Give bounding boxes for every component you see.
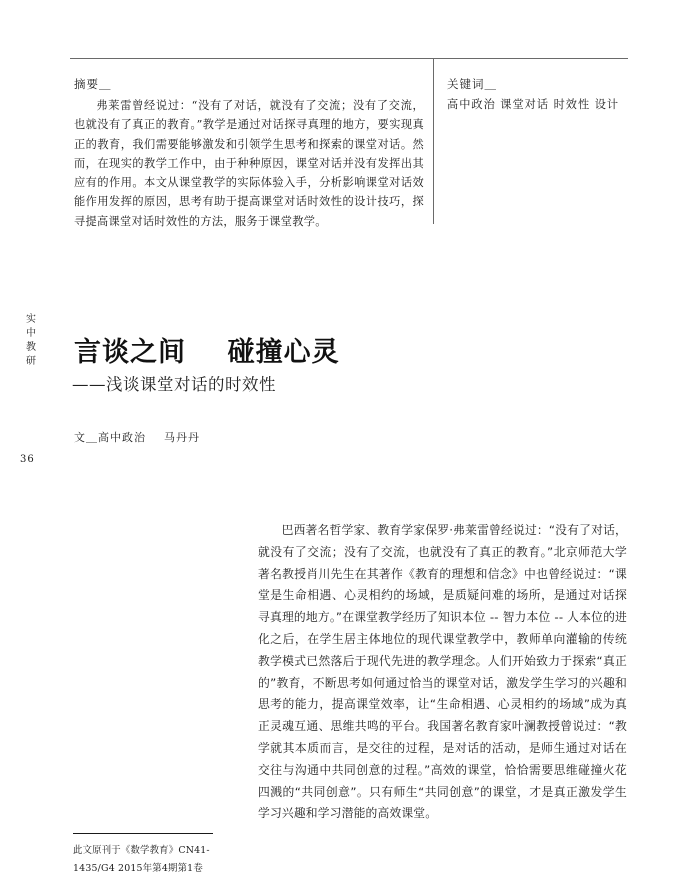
column-divider <box>433 58 434 224</box>
article-subtitle: ——浅谈课堂对话的时效性 <box>72 375 276 394</box>
section-label <box>24 313 38 369</box>
section-label-char: 中 <box>26 328 36 339</box>
abstract-label: 摘要＿ <box>74 77 112 91</box>
page-number: 36 <box>20 454 35 465</box>
author-byline: 文＿高中政治 马丹丹 <box>74 431 200 444</box>
top-rule <box>70 58 628 59</box>
section-label-char: 实 <box>26 314 36 325</box>
section-label-char: 研 <box>26 356 36 367</box>
body-paragraph: 巴西著名哲学家、教育学家保罗·弗莱雷曾经说过：“没有了对话，就没有了交流；没有了交流，也就没有了真正的教育。”北京师范大学著名教授肖川先生在其著作《教育的理想和信念》中也曾经说过：“课堂是生命相遇、心灵相约的场域，是质疑问难的场所，是通过对话探寻真理的地方。”在课堂教学经历了知识本位 -- 智力本位 -- 人本位的进化之后，在学生居主体地位的现代课堂教学中，教师单向灌输的传统教学模式已然落后于现代先进的教学理念。人们开始致力于探索“真正的”教育，不断思考如何通过恰当的课堂对话，激发学生学习的兴趣和思考的能力，提高课堂效率，让“生命相遇、心灵相约的场域”成为真正灵魂互通、思维共鸣的平台。我国著名教育家叶澜教授曾说过：“教学就其本质而言，是交往的过程，是对话的活动，是师生通过对话在交往与沟通中共同创意的过程。”高效的课堂，恰恰需要思维碰撞火花四溅的“共同创意”。只有师生“共同创意”的课堂，才是真正激发学生学习兴趣和学习潜能的高效课堂。 <box>258 523 627 821</box>
source-rule <box>73 833 213 834</box>
keywords-label: 关键词＿ <box>447 77 497 91</box>
source-note: 此文原刊于《数学教育》CN41-1435/G4 2015年第4期第1卷 <box>73 845 210 874</box>
keywords-text: 高中政治 课堂对话 时效性 设计 <box>447 98 620 111</box>
section-label-char: 教 <box>26 342 36 353</box>
article-title: 言谈之间 碰撞心灵 <box>74 337 340 368</box>
abstract-text: 弗莱雷曾经说过：“没有了对话，就没有了交流；没有了交流，也就没有了真正的教育。”教学是通过对话探寻真理的地方，要实现真正的教育，我们需要能够激发和引领学生思考和探索的课堂对话。然而，在现实的教学工作中，由于种种原因，课堂对话并没有发挥出其应有的作用。本文从课堂教学的实际体验入手，分析影响课堂对话效能作用发挥的原因，思考有助于提高课堂对话时效性的设计技巧，探寻提高课堂对话时效性的方法，服务于课堂教学。 <box>74 99 424 228</box>
